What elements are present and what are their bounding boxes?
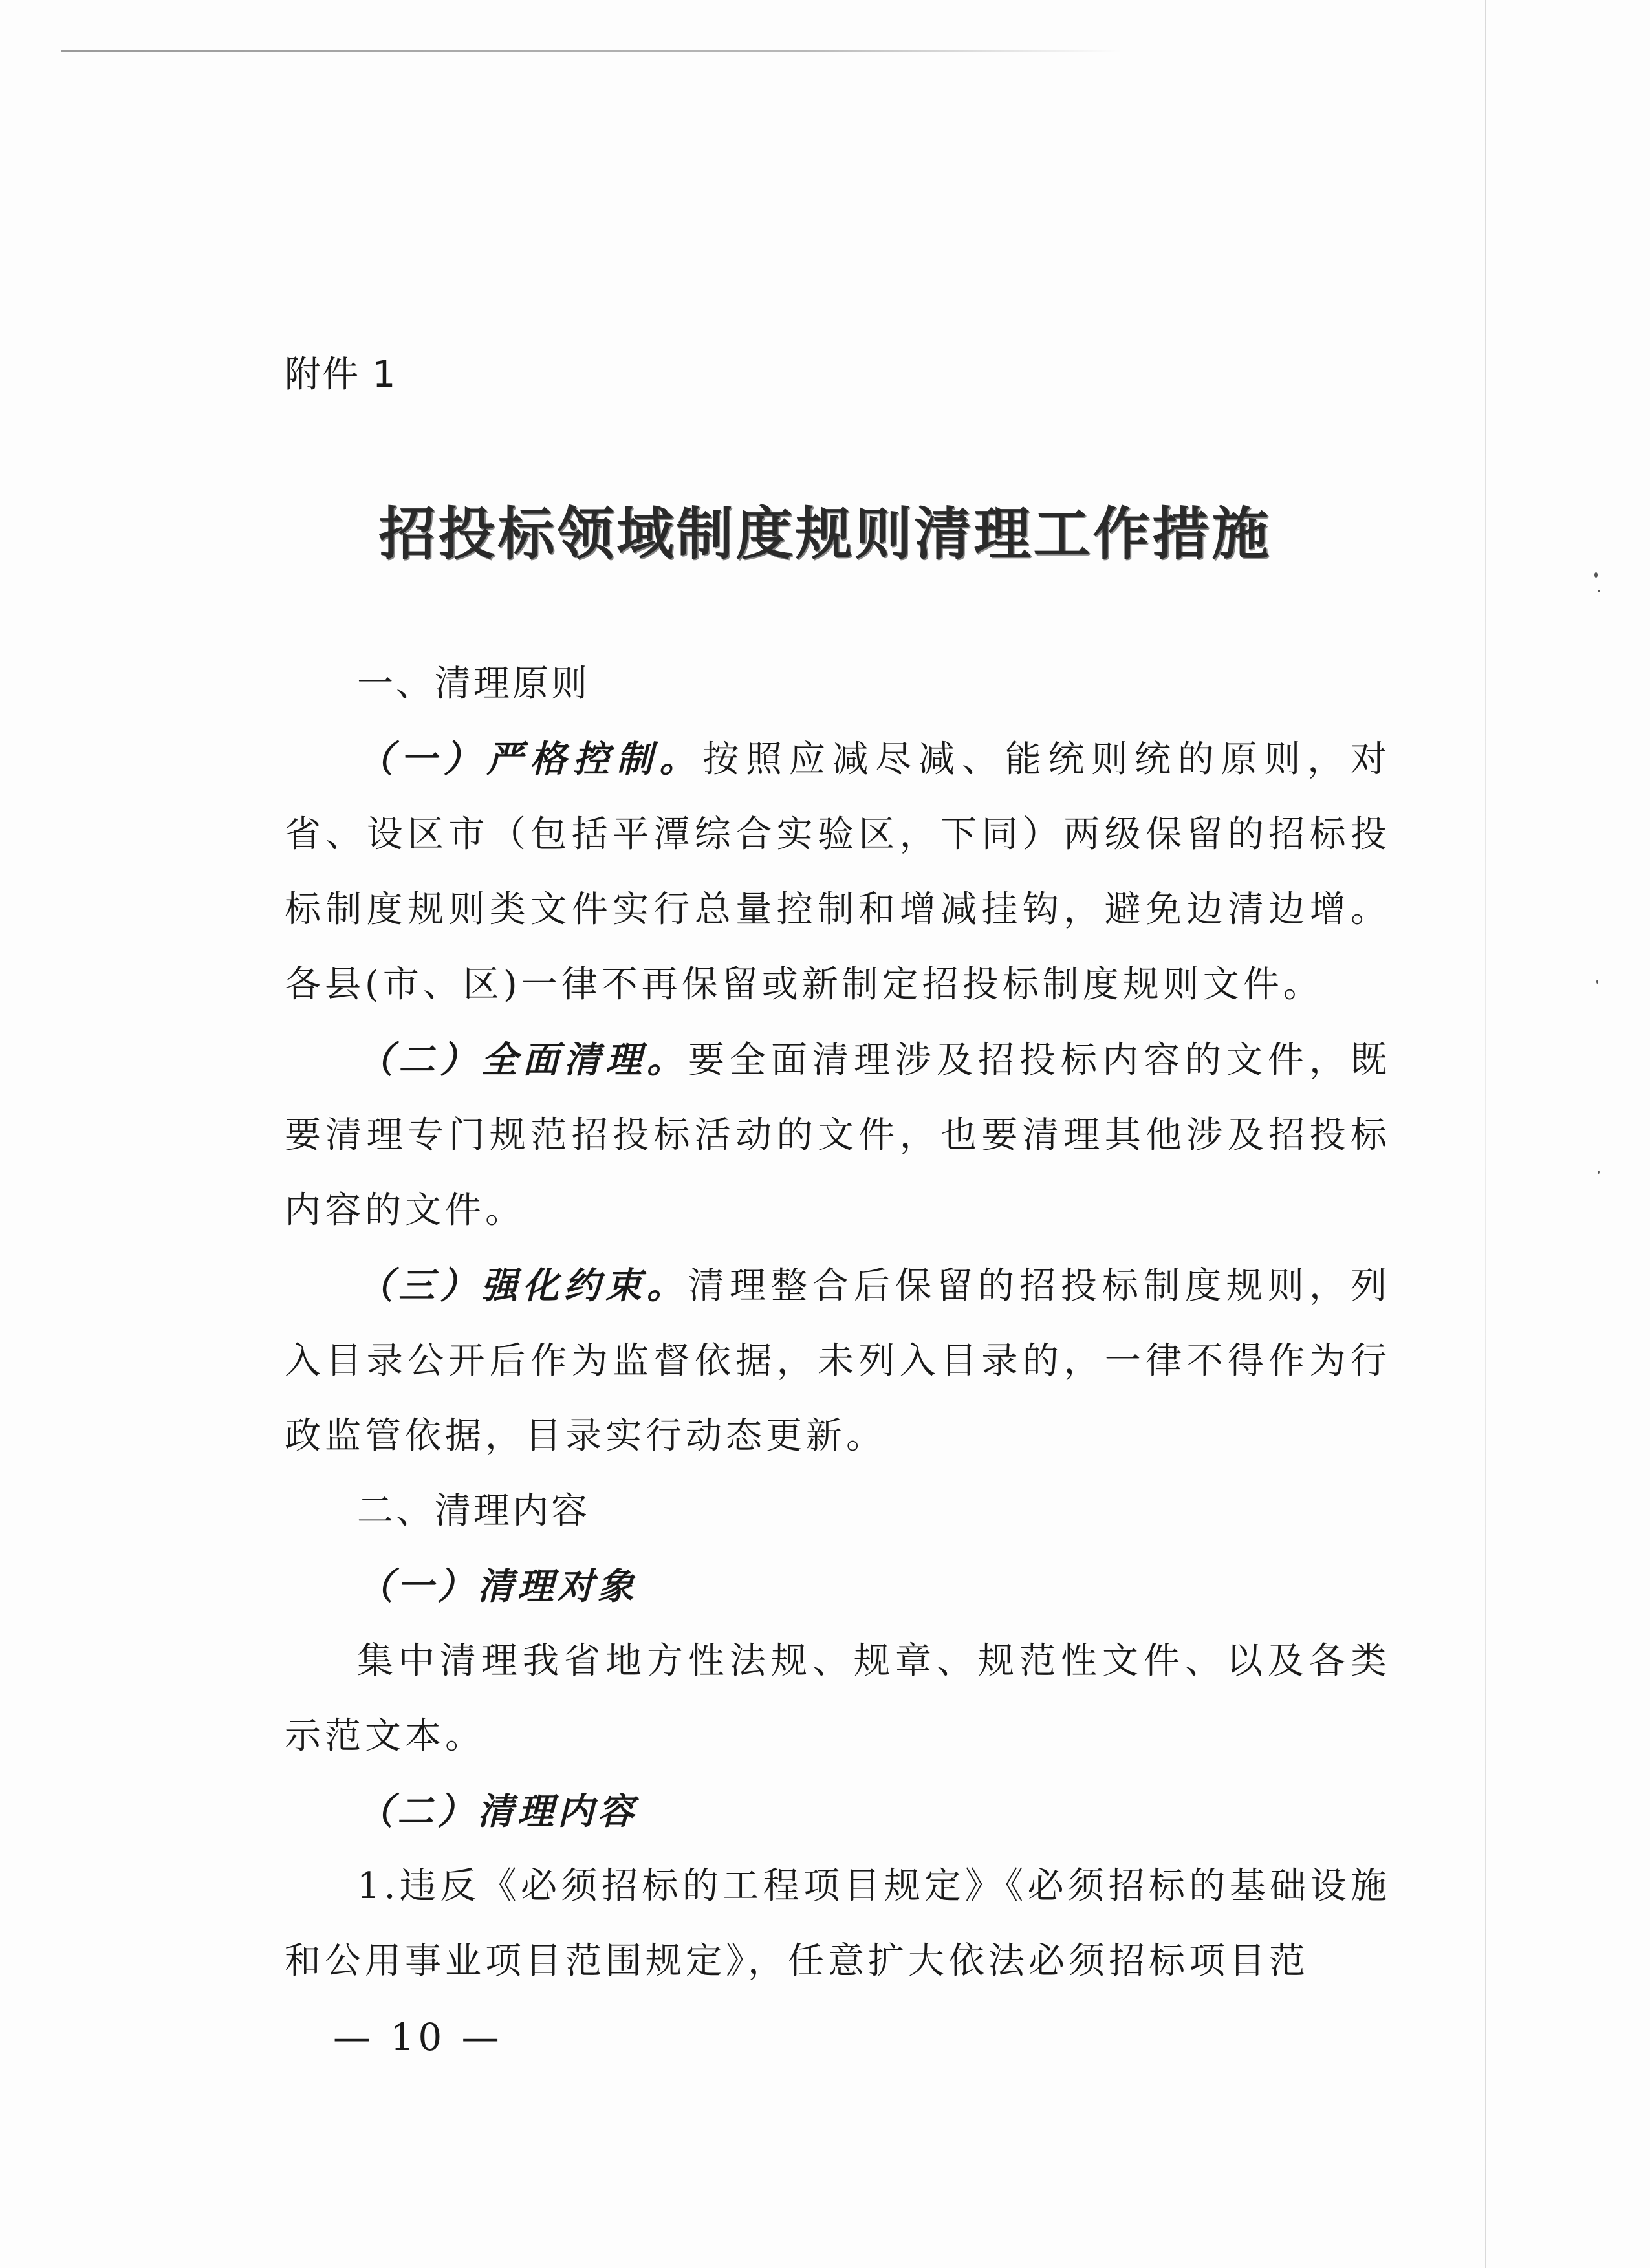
scan-speck	[1598, 590, 1600, 592]
principle-paragraph-2	[285, 1022, 1391, 1248]
scan-speck	[1594, 572, 1598, 578]
subheading-scope: （一）清理对象	[357, 1565, 638, 1608]
page-number: — 10 —	[333, 2015, 503, 2059]
section-heading-principles: 一、清理原则	[357, 663, 590, 705]
principle-paragraph-1	[285, 722, 1391, 1022]
scan-speck	[1596, 980, 1598, 984]
principle-lead-3: （三）强化约束。	[357, 1264, 688, 1307]
scan-edge-right	[1485, 0, 1486, 2268]
principle-text-2: 要全面清理涉及招投标内容的文件，既要清理专门规范招投标活动的文件，也要清理其他涉及招投标内容的文件。	[285, 1039, 1391, 1231]
scan-edge-top	[61, 50, 1122, 52]
scope-paragraph: 集中清理我省地方性法规、规章、规范性文件、以及各类示范文本。	[285, 1640, 1391, 1757]
subheading-content: （二）清理内容	[357, 1790, 638, 1833]
principle-lead-1: （一）严格控制。	[357, 738, 703, 781]
section-heading-content: 二、清理内容	[357, 1490, 590, 1532]
document-title: 招投标领域制度规则清理工作措施	[378, 500, 1272, 567]
attachment-label: 附件 1	[285, 354, 397, 396]
principle-text-1: 按照应减尽减、能统则统的原则，对省、设区市（包括平潭综合实验区，下同）两级保留的招标投标制度规则类文件实行总量控制和增减挂钩，避免边清边增。各县(市、区)一律不再保留或新制定招投标制度规则文件。	[285, 739, 1391, 1006]
principle-lead-2: （二）全面清理。	[357, 1039, 688, 1081]
scan-speck	[1598, 1171, 1600, 1174]
content-item-1: 1.违反《必须招标的工程项目规定》《必须招标的基础设施和公用事业项目范围规定》，任意扩大依法必须招标项目范	[285, 1865, 1391, 1982]
principle-paragraph-3	[285, 1248, 1391, 1474]
principle-text-3: 清理整合后保留的招投标制度规则，列入目录公开后作为监督依据，未列入目录的，一律不得作为行政监管依据，目录实行动态更新。	[285, 1265, 1391, 1457]
document-body	[285, 647, 1391, 1999]
